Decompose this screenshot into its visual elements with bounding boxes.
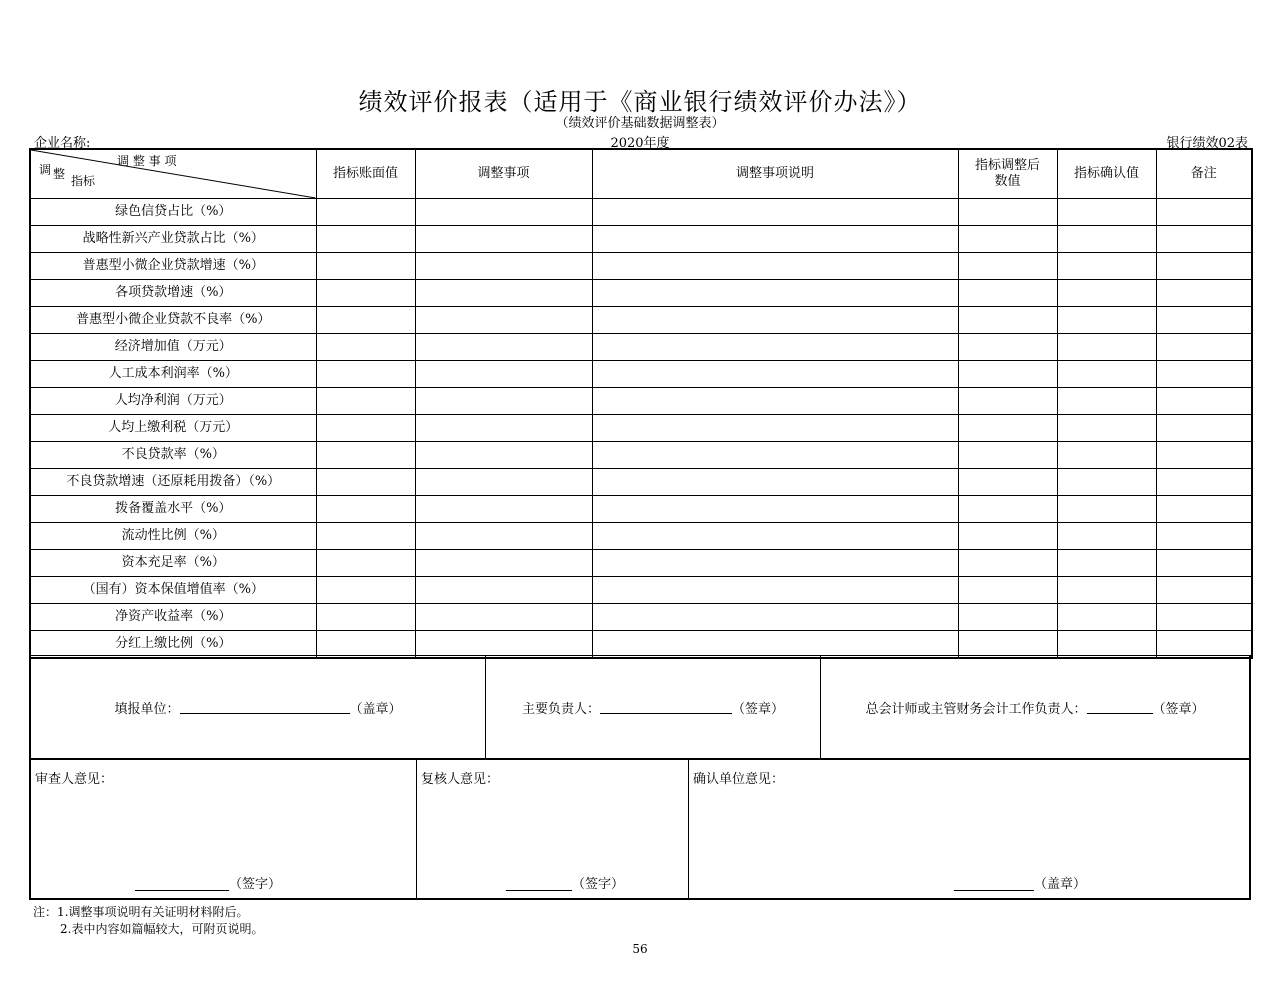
adjust-item-cell[interactable] <box>415 496 592 523</box>
adjusted-value-cell[interactable] <box>958 334 1057 361</box>
adjust-desc-cell[interactable] <box>592 577 958 604</box>
col-adjust-desc: 调整事项说明 <box>736 166 815 181</box>
table-row <box>30 550 1252 577</box>
fill-unit-cell <box>31 656 486 758</box>
diagonal-header-cell <box>30 149 316 199</box>
remarks-cell[interactable] <box>1156 226 1252 253</box>
adjust-item-cell[interactable] <box>415 442 592 469</box>
book-value-cell[interactable] <box>316 523 415 550</box>
confirm-seal-line[interactable] <box>954 878 1034 891</box>
remarks-cell[interactable] <box>1156 253 1252 280</box>
adjusted-value-cell[interactable] <box>958 361 1057 388</box>
remarks-cell[interactable] <box>1156 199 1252 226</box>
table-row <box>30 496 1252 523</box>
col-adjusted-value: 指标调整后 数值 <box>958 149 1057 199</box>
fill-unit-label: 填报单位： <box>114 701 180 717</box>
reviewer-sign: （签字） <box>229 877 282 892</box>
indicator-name: 不良贷款率（%） <box>30 442 316 469</box>
remarks-cell[interactable] <box>1156 550 1252 577</box>
confirmed-value-cell[interactable] <box>1057 280 1156 307</box>
rechecker-sign-line[interactable] <box>506 878 572 891</box>
book-value-cell[interactable] <box>316 253 415 280</box>
table-header-row <box>30 149 1252 199</box>
head-cell <box>486 656 821 758</box>
adjust-desc-cell[interactable] <box>592 496 958 523</box>
adjust-desc-cell[interactable] <box>592 280 958 307</box>
table-row <box>30 253 1252 280</box>
adjust-item-cell[interactable] <box>415 361 592 388</box>
adjust-desc-cell[interactable] <box>592 361 958 388</box>
confirmed-value-cell[interactable] <box>1057 631 1156 659</box>
adjust-item-cell[interactable] <box>415 334 592 361</box>
indicator-name: 流动性比例（%） <box>30 523 316 550</box>
remarks-cell[interactable] <box>1156 361 1252 388</box>
adjust-desc-cell[interactable] <box>592 442 958 469</box>
fill-unit-seal: （盖章） <box>349 701 402 717</box>
remarks-cell[interactable] <box>1156 442 1252 469</box>
indicator-name: 普惠型小微企业贷款不良率（%） <box>30 307 316 334</box>
col-book-value: 指标账面值 <box>316 149 415 199</box>
report-year: 2020年度 <box>610 136 670 151</box>
diag-label-top2: 调 <box>39 163 52 177</box>
book-value-cell[interactable] <box>316 280 415 307</box>
reviewer-cell <box>31 760 417 898</box>
remarks-cell[interactable] <box>1156 415 1252 442</box>
adjust-item-cell[interactable] <box>415 307 592 334</box>
table-row <box>30 199 1252 226</box>
confirmed-value-cell[interactable] <box>1057 442 1156 469</box>
adjusted-value-cell[interactable] <box>958 523 1057 550</box>
adjusted-value-cell[interactable] <box>958 199 1057 226</box>
adjust-desc-cell[interactable] <box>592 307 958 334</box>
confirmed-value-cell[interactable] <box>1057 550 1156 577</box>
confirmed-value-cell[interactable] <box>1057 415 1156 442</box>
adjusted-value-cell[interactable] <box>958 550 1057 577</box>
adjust-item-cell[interactable] <box>415 577 592 604</box>
book-value-cell[interactable] <box>316 550 415 577</box>
adjusted-value-cell[interactable] <box>958 604 1057 631</box>
adjusted-value-cell[interactable] <box>958 388 1057 415</box>
adjust-desc-cell[interactable] <box>592 631 958 659</box>
confirm-cell <box>689 760 1249 898</box>
table-row <box>30 334 1252 361</box>
adjusted-value-cell[interactable] <box>958 631 1057 659</box>
book-value-cell[interactable] <box>316 307 415 334</box>
adjust-desc-cell[interactable] <box>592 199 958 226</box>
cfo-sign: （签章） <box>1152 701 1205 717</box>
cfo-label: 总会计师或主管财务会计工作负责人： <box>865 701 1087 717</box>
adjust-item-cell[interactable] <box>415 631 592 659</box>
indicator-name: 普惠型小微企业贷款增速（%） <box>30 253 316 280</box>
adjust-desc-cell[interactable] <box>592 550 958 577</box>
adjust-desc-cell[interactable] <box>592 523 958 550</box>
adjust-desc-cell[interactable] <box>592 226 958 253</box>
col-remarks: 备注 <box>1156 149 1252 199</box>
head-sign: （签章） <box>732 701 785 717</box>
head-sign-line[interactable] <box>600 701 732 714</box>
remarks-cell[interactable] <box>1156 280 1252 307</box>
remarks-cell[interactable] <box>1156 388 1252 415</box>
table-row <box>30 442 1252 469</box>
table-row <box>30 604 1252 631</box>
book-value-cell[interactable] <box>316 469 415 496</box>
indicator-name: 人均上缴利税（万元） <box>30 415 316 442</box>
diag-label-top: 调 整 事 项 <box>117 154 177 168</box>
table-row <box>30 280 1252 307</box>
adjust-item-cell[interactable] <box>415 253 592 280</box>
indicator-name: 拨备覆盖水平（%） <box>30 496 316 523</box>
table-row <box>30 361 1252 388</box>
adjust-item-cell[interactable] <box>415 415 592 442</box>
book-value-cell[interactable] <box>316 577 415 604</box>
table-row <box>30 226 1252 253</box>
adjusted-value-cell[interactable] <box>958 415 1057 442</box>
remarks-cell[interactable] <box>1156 523 1252 550</box>
col-adjust-items-span <box>415 149 958 199</box>
adjust-item-cell[interactable] <box>415 199 592 226</box>
indicator-name: 绿色信贷占比（%） <box>30 199 316 226</box>
col-confirmed-value: 指标确认值 <box>1057 149 1156 199</box>
table-row <box>30 469 1252 496</box>
book-value-cell[interactable] <box>316 442 415 469</box>
adjust-item-cell[interactable] <box>415 469 592 496</box>
footnote-2: 2.表中内容如篇幅较大，可附页说明。 <box>60 922 264 936</box>
adjustment-table <box>29 148 1253 659</box>
indicator-name: （国有）资本保值增值率（%） <box>30 577 316 604</box>
book-value-cell[interactable] <box>316 604 415 631</box>
report-title: 绩效评价报表（适用于《商业银行绩效评价办法》） <box>358 88 922 116</box>
book-value-cell[interactable] <box>316 631 415 659</box>
confirmed-value-cell[interactable] <box>1057 307 1156 334</box>
adjusted-value-cell[interactable] <box>958 226 1057 253</box>
confirmed-value-cell[interactable] <box>1057 496 1156 523</box>
confirmed-value-cell[interactable] <box>1057 199 1156 226</box>
reviewer-label: 审查人意见： <box>35 772 114 787</box>
adjust-desc-cell[interactable] <box>592 469 958 496</box>
company-name-label: 企业名称: <box>34 136 91 151</box>
book-value-cell[interactable] <box>316 199 415 226</box>
confirmed-value-cell[interactable] <box>1057 523 1156 550</box>
book-value-cell[interactable] <box>316 226 415 253</box>
rechecker-cell <box>417 760 689 898</box>
cfo-sign-line[interactable] <box>1087 701 1153 714</box>
diag-label-bottom: 指标 <box>71 174 96 188</box>
table-row <box>30 523 1252 550</box>
confirm-seal: （盖章） <box>1034 877 1087 892</box>
book-value-cell[interactable] <box>316 361 415 388</box>
adjusted-value-cell[interactable] <box>958 253 1057 280</box>
adjusted-value-cell[interactable] <box>958 442 1057 469</box>
confirm-label: 确认单位意见： <box>693 772 785 787</box>
adjusted-value-cell[interactable] <box>958 577 1057 604</box>
diag-label-mid: 整 <box>53 167 66 181</box>
adjusted-value-cell[interactable] <box>958 469 1057 496</box>
footnote-1: 注：1.调整事项说明有关证明材料附后。 <box>33 905 249 919</box>
remarks-cell[interactable] <box>1156 469 1252 496</box>
indicator-name: 战略性新兴产业贷款占比（%） <box>30 226 316 253</box>
adjust-item-cell[interactable] <box>415 388 592 415</box>
adjusted-value-cell[interactable] <box>958 280 1057 307</box>
confirmed-value-cell[interactable] <box>1057 361 1156 388</box>
indicator-name: 人工成本利润率（%） <box>30 361 316 388</box>
adjust-item-cell[interactable] <box>415 226 592 253</box>
table-row <box>30 307 1252 334</box>
opinion-row <box>29 760 1251 900</box>
rechecker-sign: （签字） <box>572 877 625 892</box>
adjust-desc-cell[interactable] <box>592 253 958 280</box>
head-label: 主要负责人： <box>521 701 600 717</box>
book-value-cell[interactable] <box>316 334 415 361</box>
table-row <box>30 388 1252 415</box>
confirmed-value-cell[interactable] <box>1057 253 1156 280</box>
rechecker-label: 复核人意见： <box>421 772 500 787</box>
table-row <box>30 577 1252 604</box>
indicator-name: 资本充足率（%） <box>30 550 316 577</box>
confirmed-value-cell[interactable] <box>1057 226 1156 253</box>
page-number: 56 <box>632 942 648 956</box>
cfo-cell <box>821 656 1249 758</box>
report-subtitle: （绩效评价基础数据调整表） <box>555 116 725 131</box>
adjusted-value-cell[interactable] <box>958 496 1057 523</box>
table-row <box>30 415 1252 442</box>
remarks-cell[interactable] <box>1156 631 1252 659</box>
indicator-name: 经济增加值（万元） <box>30 334 316 361</box>
indicator-name: 净资产收益率（%） <box>30 604 316 631</box>
adjust-item-cell[interactable] <box>415 280 592 307</box>
indicator-name: 人均净利润（万元） <box>30 388 316 415</box>
confirmed-value-cell[interactable] <box>1057 577 1156 604</box>
adjusted-value-cell[interactable] <box>958 307 1057 334</box>
adjust-desc-cell[interactable] <box>592 415 958 442</box>
indicator-name: 不良贷款增速（还原耗用拨备）（%） <box>30 469 316 496</box>
fill-unit-line[interactable] <box>180 701 350 714</box>
reviewer-sign-line[interactable] <box>135 878 229 891</box>
book-value-cell[interactable] <box>316 496 415 523</box>
indicator-name: 分红上缴比例（%） <box>30 631 316 659</box>
confirmed-value-cell[interactable] <box>1057 334 1156 361</box>
adjust-item-cell[interactable] <box>415 550 592 577</box>
confirmed-value-cell[interactable] <box>1057 469 1156 496</box>
remarks-cell[interactable] <box>1156 604 1252 631</box>
remarks-cell[interactable] <box>1156 496 1252 523</box>
indicator-name: 各项贷款增速（%） <box>30 280 316 307</box>
confirmed-value-cell[interactable] <box>1057 388 1156 415</box>
adjust-desc-cell[interactable] <box>592 334 958 361</box>
book-value-cell[interactable] <box>316 388 415 415</box>
adjust-desc-cell[interactable] <box>592 604 958 631</box>
confirmed-value-cell[interactable] <box>1057 604 1156 631</box>
remarks-cell[interactable] <box>1156 334 1252 361</box>
signature-row <box>29 655 1251 760</box>
adjust-item-cell[interactable] <box>415 523 592 550</box>
adjust-desc-cell[interactable] <box>592 388 958 415</box>
table-row <box>30 631 1252 659</box>
form-number: 银行绩效02表 <box>1166 136 1248 151</box>
remarks-cell[interactable] <box>1156 307 1252 334</box>
col-adjust-items: 调整事项 <box>416 150 593 198</box>
remarks-cell[interactable] <box>1156 577 1252 604</box>
book-value-cell[interactable] <box>316 415 415 442</box>
adjust-item-cell[interactable] <box>415 604 592 631</box>
